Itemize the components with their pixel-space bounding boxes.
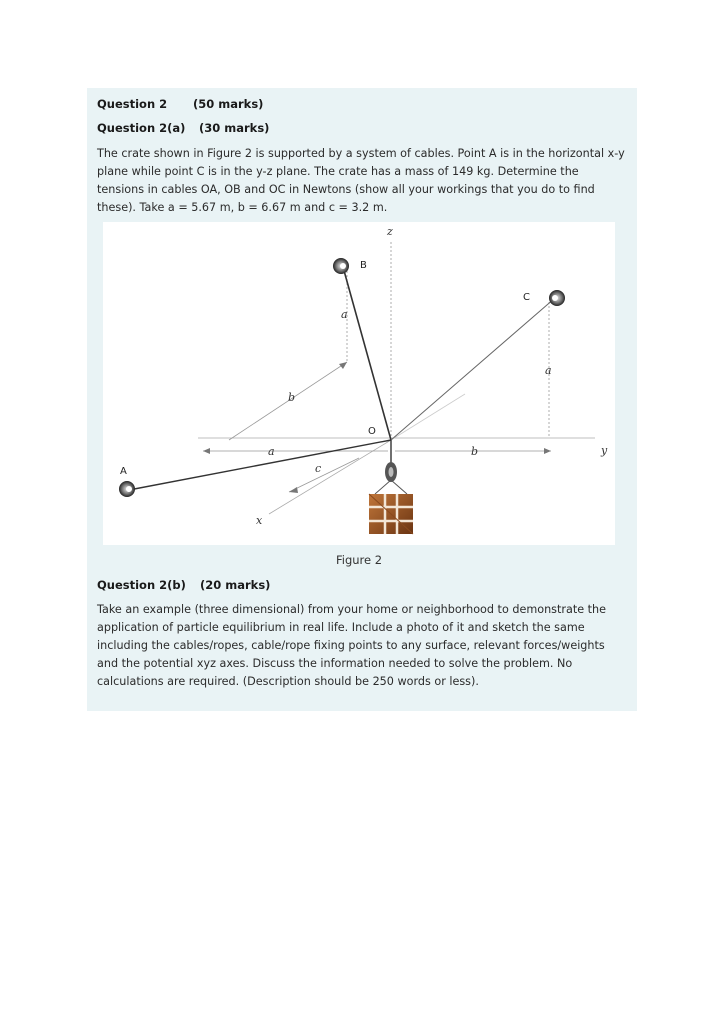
question-2b-heading (97, 578, 271, 592)
anchor-b-icon (333, 258, 349, 274)
question-2a-title: Question 2(a) (97, 121, 186, 135)
question-2-heading (97, 97, 264, 111)
dim-label-a-c: a (545, 364, 552, 377)
dim-label-b-diag: b (288, 391, 296, 404)
dim-b-arrowhead (339, 362, 347, 369)
label-b: B (360, 260, 367, 271)
dim-c-line (289, 458, 359, 492)
question-2a-heading (97, 121, 270, 135)
cable-oa (129, 440, 391, 490)
label-c: C (523, 292, 530, 303)
cable-oc (391, 298, 555, 440)
figure-2 (103, 222, 615, 545)
question-2a-line: plane while point C is in the y-z plane. The crate has a mass of 149 kg. Determine the (97, 165, 579, 178)
label-z: z (387, 225, 393, 238)
cable-ob (343, 267, 391, 440)
label-o: O (368, 426, 376, 437)
dim-c-arrowhead (289, 487, 298, 493)
question-2a-line: tensions in cables OA, OB and OC in Newtons (show all your workings that you do to find (97, 183, 595, 196)
question-2b-text (97, 601, 627, 691)
question-2a-line: these). Take a = 5.67 m, b = 6.67 m and c = 3.2 m. (97, 201, 388, 214)
figure-caption: Figure 2 (336, 553, 383, 567)
dim-a-arrowhead (203, 448, 210, 454)
dim-label-a-b: a (341, 308, 348, 321)
question-2b-line: and the potential xyz axes. Discuss the information needed to solve the problem. No (97, 657, 573, 670)
cable-system-diagram (103, 222, 615, 545)
dim-label-a-horiz: a (268, 445, 275, 458)
question-2b-line: including the cables/ropes, cable/rope fixing points to any surface, relevant forces/weights (97, 639, 605, 652)
dim-b-right-arrowhead (544, 448, 551, 454)
question-2b-line: Take an example (three dimensional) from your home or neighborhood to demonstrate the (97, 603, 607, 616)
crate-icon (369, 480, 413, 534)
dim-label-c: c (315, 462, 322, 475)
pulley-icon (385, 462, 397, 482)
label-y: y (601, 444, 608, 457)
question-2b-marks: (20 marks) (200, 578, 271, 592)
label-a-point: A (120, 466, 127, 477)
question-2b-line: calculations are required. (Description should be 250 words or less). (97, 675, 479, 688)
question-2-marks: (50 marks) (193, 97, 264, 111)
question-2a-marks: (30 marks) (199, 121, 270, 135)
anchor-a-icon (119, 481, 135, 497)
label-x: x (256, 514, 263, 527)
question-2a-line: The crate shown in Figure 2 is supported by a system of cables. Point A is in the horizontal x-y (97, 147, 625, 160)
question-2a-text (97, 145, 627, 217)
question-2-title: Question 2 (97, 97, 168, 111)
question-2b-line: application of particle equilibrium in real life. Include a photo of it and sketch the same (97, 621, 585, 634)
anchor-c-icon (549, 290, 565, 306)
dim-label-b-horiz: b (471, 445, 479, 458)
reference-line (391, 394, 465, 440)
question-2b-title: Question 2(b) (97, 578, 186, 592)
